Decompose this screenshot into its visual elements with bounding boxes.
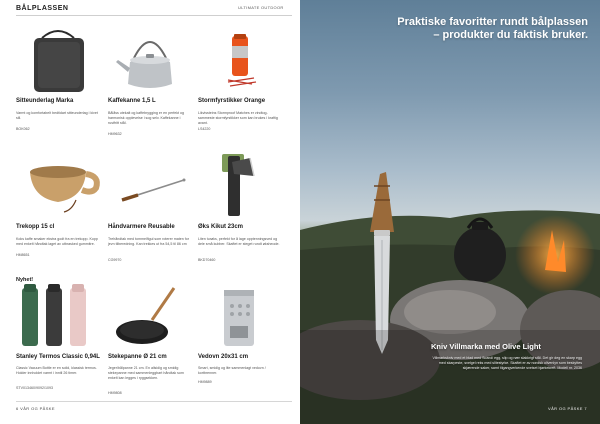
headline-line-1: Praktiske favoritter rundt bålplassen — [397, 16, 588, 28]
vedovn-image — [198, 282, 284, 352]
kaffekanne-image — [108, 24, 194, 94]
product-description: Classic Vacuum Bottle er en solid, klassisk termos. Holder innholdet varmt i inntil 26 timer. — [16, 366, 97, 375]
product-description: Likvissteins Stormproof Matches er vindtog-sammeste stormfyrstikker som kan brukes i kraftig avant. — [198, 111, 278, 125]
product-sku: CG9970 — [108, 258, 122, 262]
product-sku: BOK062 — [16, 127, 30, 131]
page-headline — [328, 16, 588, 42]
brand-logo: ULTIMATE OUTDOOR — [238, 5, 284, 10]
product-name: Håndvarmere Reusable — [108, 224, 175, 230]
right-page-photo — [300, 0, 600, 424]
product-sku: HM9808 — [108, 391, 122, 395]
product-name: Vedovn 20x31 cm — [198, 354, 249, 360]
headline-line-2: – produkter du faktisk bruker. — [433, 29, 588, 41]
product-description: Liten turøks, perfekt for å lage opptenningsved og dele små kubber. Skaftet er steget rundt øksheode. — [198, 237, 280, 246]
sitteunderlag-image — [16, 24, 102, 94]
product-sku: BKD70460 — [198, 258, 216, 262]
stanley-termos-image — [16, 282, 102, 352]
handvarmere-image — [108, 150, 194, 220]
product-name: Øks Kikut 23cm — [198, 224, 244, 230]
product-sku: HM9889 — [198, 380, 212, 384]
page-footer-left: 6 VÅR OG PÅSKE — [16, 406, 55, 411]
product-name: Sitteunderlag Marka — [16, 98, 74, 104]
product-name: Kaffekanne 1,5 L — [108, 98, 156, 104]
product-description: Koks kaffe smaker ekstra godt fra en trekopp. Kopp med enkelt håndtak laget av utbrasked gummitre. — [16, 237, 98, 246]
stormfyrstikker-image — [198, 24, 284, 94]
product-description: Bålåss utekalt og kaffebrygging er en perfekt og harmonisk opplevelse i sog selv. Kaffekanne i rustfritt stål. — [108, 111, 185, 125]
trekopp-image — [16, 150, 102, 220]
product-description: Jeger/bålpanne 21 cm. En allsidig og smidig stekepanne med sammenleggbart håndtak som enkelt kan legges i ryggsekken. — [108, 366, 184, 380]
section-title: BÅLPLASSEN — [16, 5, 69, 12]
product-description: Varmt og komfortabelt bedtidart sitteunderlag i kivet sill. — [16, 111, 98, 120]
product-sku: STV013460/9092/1093 — [16, 386, 53, 390]
bottom-divider — [16, 401, 292, 402]
product-sku: LS4220 — [198, 127, 211, 131]
page-footer-right: VÅR OG PÅSKE 7 — [548, 406, 587, 411]
oks-image — [198, 150, 284, 220]
product-sku: HM9632 — [108, 132, 122, 136]
new-badge: Nyhet! — [16, 277, 34, 283]
product-description: Trehåndtak med tommelfigul som roterer maten for jevn tilberedning. Kan trekkes ut fra 54,5 til 86 cm — [108, 237, 189, 246]
product-description: Smart, smidig og lite sammenlagt vedovn / kortbrenner. — [198, 366, 266, 375]
product-name: Stanley Termos Classic 0,94L — [16, 354, 100, 360]
stekepanne-image — [108, 282, 194, 352]
product-name: Trekopp 15 cl — [16, 224, 55, 230]
product-name: Stormfyrstikker Orange — [198, 98, 266, 104]
product-sku: HM8651 — [16, 253, 30, 257]
product-name: Stekepanne Ø 21 cm — [108, 354, 167, 360]
caption-title: Kniv Villmarka med Olive Light — [431, 342, 541, 351]
top-divider — [16, 15, 292, 16]
caption-text: Villmarkskniv med et blad med Scandi egg, slip og nær slakkrigt stål. Det gir deg en skarp egg med skarpeste, svelgel reks med slitestyrke. Skaftet er av nordisk olivenlyn som beskyttes skjærende saker, samt tilgangverkende sveiset bjørkekreft. Modell nr. 2036 — [432, 356, 582, 370]
